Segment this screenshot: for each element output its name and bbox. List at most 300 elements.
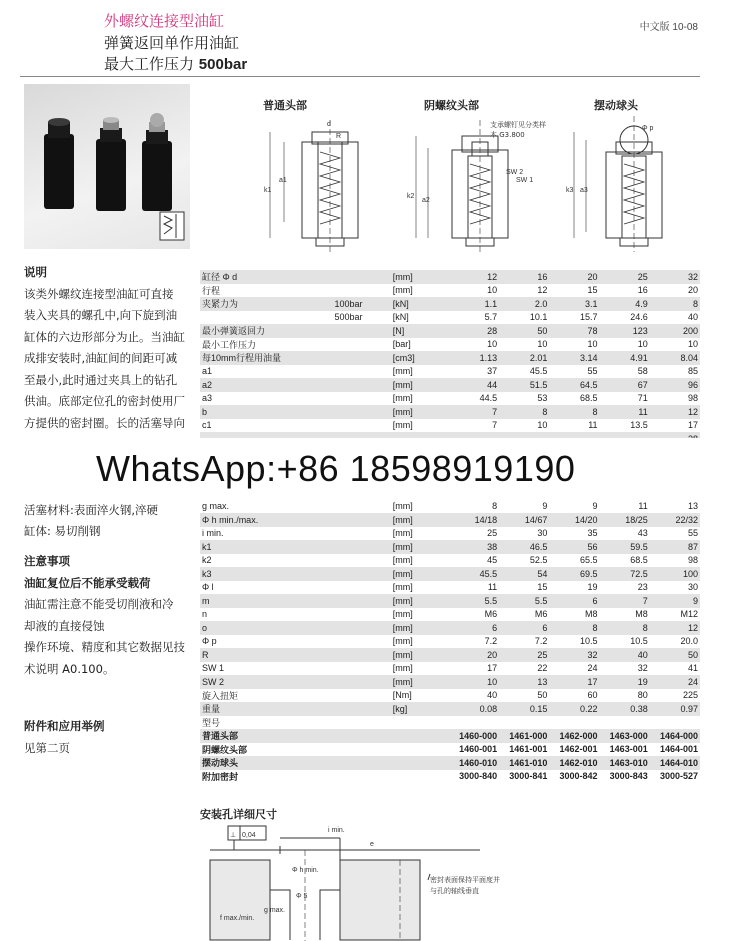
spec-cell: 60 [549,689,599,703]
description-line: 缸体的六边形部分为止。当油缸 [24,329,185,344]
spec-cell: 98 [650,554,700,568]
spec-cell [333,378,389,392]
spec-cell: 45.5 [449,567,499,581]
spec-cell [333,365,389,379]
spec-cell: a2 [200,378,333,392]
spec-cell [333,729,389,743]
spec-cell: 8 [449,500,499,514]
spec-cell: 25 [600,270,650,284]
spec-cell: 11 [600,405,650,419]
spec-cell [389,770,449,784]
spec-cell: 10.1 [499,311,549,325]
spec-cell: 50 [499,689,549,703]
spec-cell: 80 [600,689,650,703]
spec-cell: 9 [499,500,549,514]
spec-cell: 8 [600,621,650,635]
spec-cell: 64.5 [549,378,599,392]
spec-cell: 14/18 [449,513,499,527]
spec-cell [449,716,499,730]
spec-cell: [mm] [389,365,449,379]
notes-line: 油缸需注意不能受切削液和冷 [24,597,174,611]
spec-cell: 45 [449,554,499,568]
spec-cell: M6 [449,608,499,622]
spec-cell: i min. [200,527,333,541]
spec-cell [200,311,333,325]
spec-row [200,756,700,770]
spec-cell: 附加密封 [200,770,333,784]
whatsapp-watermark: WhatsApp:+86 18598919190 [0,438,744,500]
spec-cell: [mm] [389,608,449,622]
spec-cell: 44 [449,378,499,392]
spec-cell [333,567,389,581]
spec-cell [600,716,650,730]
drawing-note-2: 本 G3.800 [490,131,525,139]
spec-cell: 87 [650,540,700,554]
spec-cell: 1462-000 [549,729,599,743]
description-line: 方提供的密封圈。长的活塞导向 [24,415,185,430]
spec-cell: 100bar [333,297,389,311]
spec-cell: 8 [549,621,599,635]
spec-cell: [mm] [389,392,449,406]
spec-cell: [kN] [389,297,449,311]
notes-title: 注意事项 [24,554,70,568]
spec-cell: 25 [449,527,499,541]
spec-cell: 3.1 [549,297,599,311]
spec-cell: 10 [499,419,549,433]
max-pressure-value: 500bar [198,56,248,73]
spec-cell: 5.5 [449,594,499,608]
spec-cell [333,338,389,352]
svg-text:k1: k1 [264,187,272,194]
spec-cell: 10 [449,675,499,689]
spec-cell: 1462-010 [549,756,599,770]
mounting-title: 安装孔详细尺寸 [200,808,277,821]
spec-cell: 44.5 [449,392,499,406]
h-min-label: Φ h min. [292,867,319,874]
spec-row [200,635,700,649]
svg-text:R: R [336,133,342,140]
mounting-drawing [200,820,700,941]
spec-cell [333,540,389,554]
spec-row [200,500,700,514]
description-line: 装入夹具的螺孔中,向下旋到油 [24,308,178,322]
spec-cell: 普通头部 [200,729,333,743]
spec-cell: [mm] [389,419,449,433]
spec-cell [333,621,389,635]
spec-cell: 7.2 [499,635,549,649]
spec-cell: 14/67 [499,513,549,527]
spec-row [200,378,700,392]
spec-row [200,648,700,662]
page-title: 外螺纹连接型油缸 [104,12,225,30]
description-line: 至最小,此时通过夹具上的钻孔 [24,372,178,387]
spec-cell: 6 [449,621,499,635]
drawing-note-1: 支承螺钉见分类样 [490,121,546,129]
description-line: 供油。底部定位孔的密封使用厂 [24,394,185,408]
spec-cell: Φ p [200,635,333,649]
spec-cell: 500bar [333,311,389,325]
spec-cell: 7.2 [449,635,499,649]
spec-cell: 2.0 [499,297,549,311]
max-pressure-title [104,53,247,74]
spec-cell: SW 1 [200,662,333,676]
svg-text:a1: a1 [279,177,287,184]
spec-cell: 43 [600,527,650,541]
spec-cell: 0.38 [600,702,650,716]
page-subtitle: 弹簧返回单作用油缸 [104,34,240,52]
spec-cell: 4.91 [600,351,650,365]
spec-cell [389,743,449,757]
spec-cell: 1460-000 [449,729,499,743]
spec-cell: 1.13 [449,351,499,365]
spec-cell: 9 [650,594,700,608]
spec-row [200,621,700,635]
spec-cell: 阴螺纹头部 [200,743,333,757]
description-line: 该类外螺纹连接型油缸可直接 [24,286,174,301]
spec-cell [333,608,389,622]
spec-cell: 68.5 [600,554,650,568]
drawing-header-swivel-ball: 摆动球头 [594,99,638,112]
spec-cell: 11 [600,500,650,514]
spec-cell: 11 [449,581,499,595]
spec-cell [333,513,389,527]
spec-cell: 32 [549,648,599,662]
spec-cell: 46.5 [499,540,549,554]
spec-cell: 40 [600,648,650,662]
spec-cell: M6 [499,608,549,622]
spec-cell: 1463-000 [600,729,650,743]
spec-row [200,392,700,406]
spec-cell: 1463-010 [600,756,650,770]
spec-row [200,567,700,581]
spec-cell: 9 [549,500,599,514]
max-pressure-prefix: 最大工作压力 [104,55,195,73]
spec-cell: 10 [449,338,499,352]
spec-cell [333,702,389,716]
spec-cell: 35 [549,527,599,541]
spec-row [200,770,700,784]
spec-cell: 2.01 [499,351,549,365]
spec-cell: 13 [499,675,549,689]
spec-cell: 10 [600,338,650,352]
spec-cell: 3000-843 [600,770,650,784]
spec-cell: 6 [549,594,599,608]
spec-row [200,729,700,743]
spec-cell [333,756,389,770]
spec-cell [333,270,389,284]
spec-cell: 55 [650,527,700,541]
spec-cell: 58 [600,365,650,379]
description-line: 成排安装时,油缸间的间距可减 [24,351,178,365]
spec-cell: 20 [549,270,599,284]
page-number: 中文版 10-08 [639,22,698,33]
spec-row [200,338,700,352]
spec-cell: 10.5 [549,635,599,649]
spec-cell: M8 [600,608,650,622]
spec-row [200,419,700,433]
spec-row [200,581,700,595]
spec-row [200,594,700,608]
spec-cell: 13.5 [600,419,650,433]
g-max-label: g max. [264,907,286,914]
spec-cell: 17 [650,419,700,433]
spec-cell: [mm] [389,405,449,419]
spec-cell: 68.5 [549,392,599,406]
spec-cell: 96 [650,378,700,392]
spec-cell: 重量 [200,702,333,716]
accessories-title: 附件和应用举例 [24,719,105,733]
spec-cell [333,648,389,662]
svg-text:k2: k2 [407,193,415,200]
spec-row [200,527,700,541]
spec-cell [389,716,449,730]
spec-cell: 19 [549,581,599,595]
spec-cell: g max. [200,500,333,514]
svg-text:SW 2: SW 2 [506,169,524,176]
d5-label: Φ 5 [296,893,308,900]
spec-cell: k2 [200,554,333,568]
notes-line: 却液的直接侵蚀 [24,618,105,633]
spec-cell: 摆动球头 [200,756,333,770]
svg-text:a3: a3 [580,187,588,194]
spec-cell: 51.5 [499,378,549,392]
spec-cell: 8.04 [650,351,700,365]
spec-cell [333,284,389,298]
spec-cell: [mm] [389,554,449,568]
spec-cell: 4.9 [600,297,650,311]
spec-cell: 20.0 [650,635,700,649]
notes-bold-line: 油缸复位后不能承受载荷 [24,575,151,590]
spec-row [200,311,700,325]
spec-cell: 最小弹簧返回力 [200,324,333,338]
spec-cell: 10 [499,338,549,352]
spec-cell: 54 [499,567,549,581]
spec-cell: 100 [650,567,700,581]
spec-row [200,513,700,527]
spec-cell [333,500,389,514]
spec-cell: 20 [650,284,700,298]
spec-cell: [mm] [389,662,449,676]
spec-cell: [bar] [389,338,449,352]
spec-cell: [mm] [389,581,449,595]
spec-cell: 13 [650,500,700,514]
spec-cell: 16 [600,284,650,298]
spec-cell: R [200,648,333,662]
spec-cell: 12 [449,270,499,284]
spec-cell: [mm] [389,567,449,581]
i-min-label: i min. [328,827,345,834]
mounting-note-2: 与孔的轴线垂直 [430,887,479,895]
drawing-header-female-thread: 阴螺纹头部 [424,99,479,112]
spec-cell: 0.97 [650,702,700,716]
spec-cell: 65.5 [549,554,599,568]
spec-cell: 8 [650,297,700,311]
spec-cell: 3.14 [549,351,599,365]
spec-cell [333,770,389,784]
spec-cell: [mm] [389,675,449,689]
spec-cell: 1463-001 [600,743,650,757]
spec-cell: 38 [449,540,499,554]
spec-cell: 30 [650,581,700,595]
header-divider [20,76,700,77]
spec-row [200,743,700,757]
spec-cell [333,405,389,419]
spec-row [200,689,700,703]
spec-cell: 每10mm行程用油量 [200,351,333,365]
spec-cell: 行程 [200,284,333,298]
notes-line: 操作环境、精度和其它数据见技 [24,640,185,654]
spec-cell [333,716,389,730]
spec-cell: 15 [549,284,599,298]
product-photo [24,84,190,249]
spec-cell: [mm] [389,500,449,514]
spec-cell: 40 [449,689,499,703]
accessories-section [24,716,194,759]
spec-cell [650,716,700,730]
spec-cell: m [200,594,333,608]
perp-symbol: ⊥ [230,832,237,839]
spec-row [200,270,700,284]
spec-cell: 22/32 [650,513,700,527]
spec-row [200,297,700,311]
spec-cell: [N] [389,324,449,338]
spec-table [200,270,700,783]
spec-cell: 37 [449,365,499,379]
spec-cell: o [200,621,333,635]
spec-cell: 型号 [200,716,333,730]
spec-cell: 3000-527 [650,770,700,784]
material-line: 缸体: 易切削钢 [24,524,101,538]
spec-cell [333,527,389,541]
spec-cell: 19 [600,675,650,689]
spec-cell [333,689,389,703]
spec-cell [389,756,449,770]
spec-cell: 3000-841 [499,770,549,784]
spec-cell: a3 [200,392,333,406]
spec-cell: 67 [600,378,650,392]
mounting-note-1: 密封表面保持平面度并 [430,876,500,884]
spec-cell: 12 [499,284,549,298]
spec-cell: 56 [549,540,599,554]
spec-row [200,351,700,365]
spec-cell [333,419,389,433]
spec-cell: 12 [650,405,700,419]
spec-cell [333,392,389,406]
spec-cell: 25 [499,648,549,662]
svg-text:d: d [327,121,331,128]
spec-cell: 50 [499,324,549,338]
spec-cell: [kg] [389,702,449,716]
spec-cell: n [200,608,333,622]
drawing-header-standard: 普通头部 [263,99,307,112]
spec-cell: 10.5 [600,635,650,649]
notes-section [24,551,194,680]
spec-cell: 10 [549,338,599,352]
spec-cell [333,662,389,676]
spec-cell: 缸径 Φ d [200,270,333,284]
spec-cell: [kN] [389,311,449,325]
spec-cell: M8 [549,608,599,622]
spec-cell: a1 [200,365,333,379]
spec-cell: 53 [499,392,549,406]
spec-cell: 15 [499,581,549,595]
spec-cell: 123 [600,324,650,338]
spec-cell: 1464-001 [650,743,700,757]
spec-cell: 0.22 [549,702,599,716]
spec-cell [333,554,389,568]
spec-cell: 1.1 [449,297,499,311]
spec-cell [333,351,389,365]
spec-cell: [mm] [389,527,449,541]
spec-cell: [mm] [389,594,449,608]
spec-cell: [mm] [389,540,449,554]
spec-cell: 16 [499,270,549,284]
spec-row [200,608,700,622]
spec-cell [333,675,389,689]
spec-cell: 17 [549,675,599,689]
spec-cell: b [200,405,333,419]
tolerance-value: 0,04 [242,832,256,839]
spec-cell: 10 [449,284,499,298]
spec-cell: 24 [650,675,700,689]
e-label: e [370,841,374,848]
spec-cell: 夹紧力为 [200,297,333,311]
spec-cell: 1460-010 [449,756,499,770]
spec-cell [549,716,599,730]
spec-cell: 最小工作压力 [200,338,333,352]
f-max-min-label: f max./min. [220,915,255,922]
spec-cell: k1 [200,540,333,554]
spec-cell: 12 [650,621,700,635]
spec-cell: 3000-842 [549,770,599,784]
spec-cell: 24.6 [600,311,650,325]
spec-cell: 71 [600,392,650,406]
notes-line: 术说明 A0.100。 [24,661,115,676]
spec-cell: 72.5 [600,567,650,581]
spec-cell: [mm] [389,621,449,635]
spec-cell: 59.5 [600,540,650,554]
spec-row [200,284,700,298]
spec-row [200,365,700,379]
spec-cell: 45.5 [499,365,549,379]
spec-cell [333,324,389,338]
spec-cell: [mm] [389,378,449,392]
spec-cell: 17 [449,662,499,676]
technical-drawings [250,112,700,258]
spec-cell: 0.15 [499,702,549,716]
spec-cell: 8 [499,405,549,419]
spec-cell: 1464-010 [650,756,700,770]
spec-cell: 32 [600,662,650,676]
spec-cell [499,716,549,730]
spec-cell: 23 [600,581,650,595]
spec-cell: 14/20 [549,513,599,527]
spec-cell: 20 [449,648,499,662]
spec-cell: 1461-001 [499,743,549,757]
spec-cell: SW 2 [200,675,333,689]
spec-cell: 22 [499,662,549,676]
spec-row [200,554,700,568]
spec-cell [389,729,449,743]
spec-cell: [cm3] [389,351,449,365]
spec-cell: 5.5 [499,594,549,608]
spec-cell: 41 [650,662,700,676]
spec-cell: 1460-001 [449,743,499,757]
spec-cell [333,594,389,608]
spec-row [200,662,700,676]
spec-cell: [mm] [389,635,449,649]
spec-cell: 85 [650,365,700,379]
